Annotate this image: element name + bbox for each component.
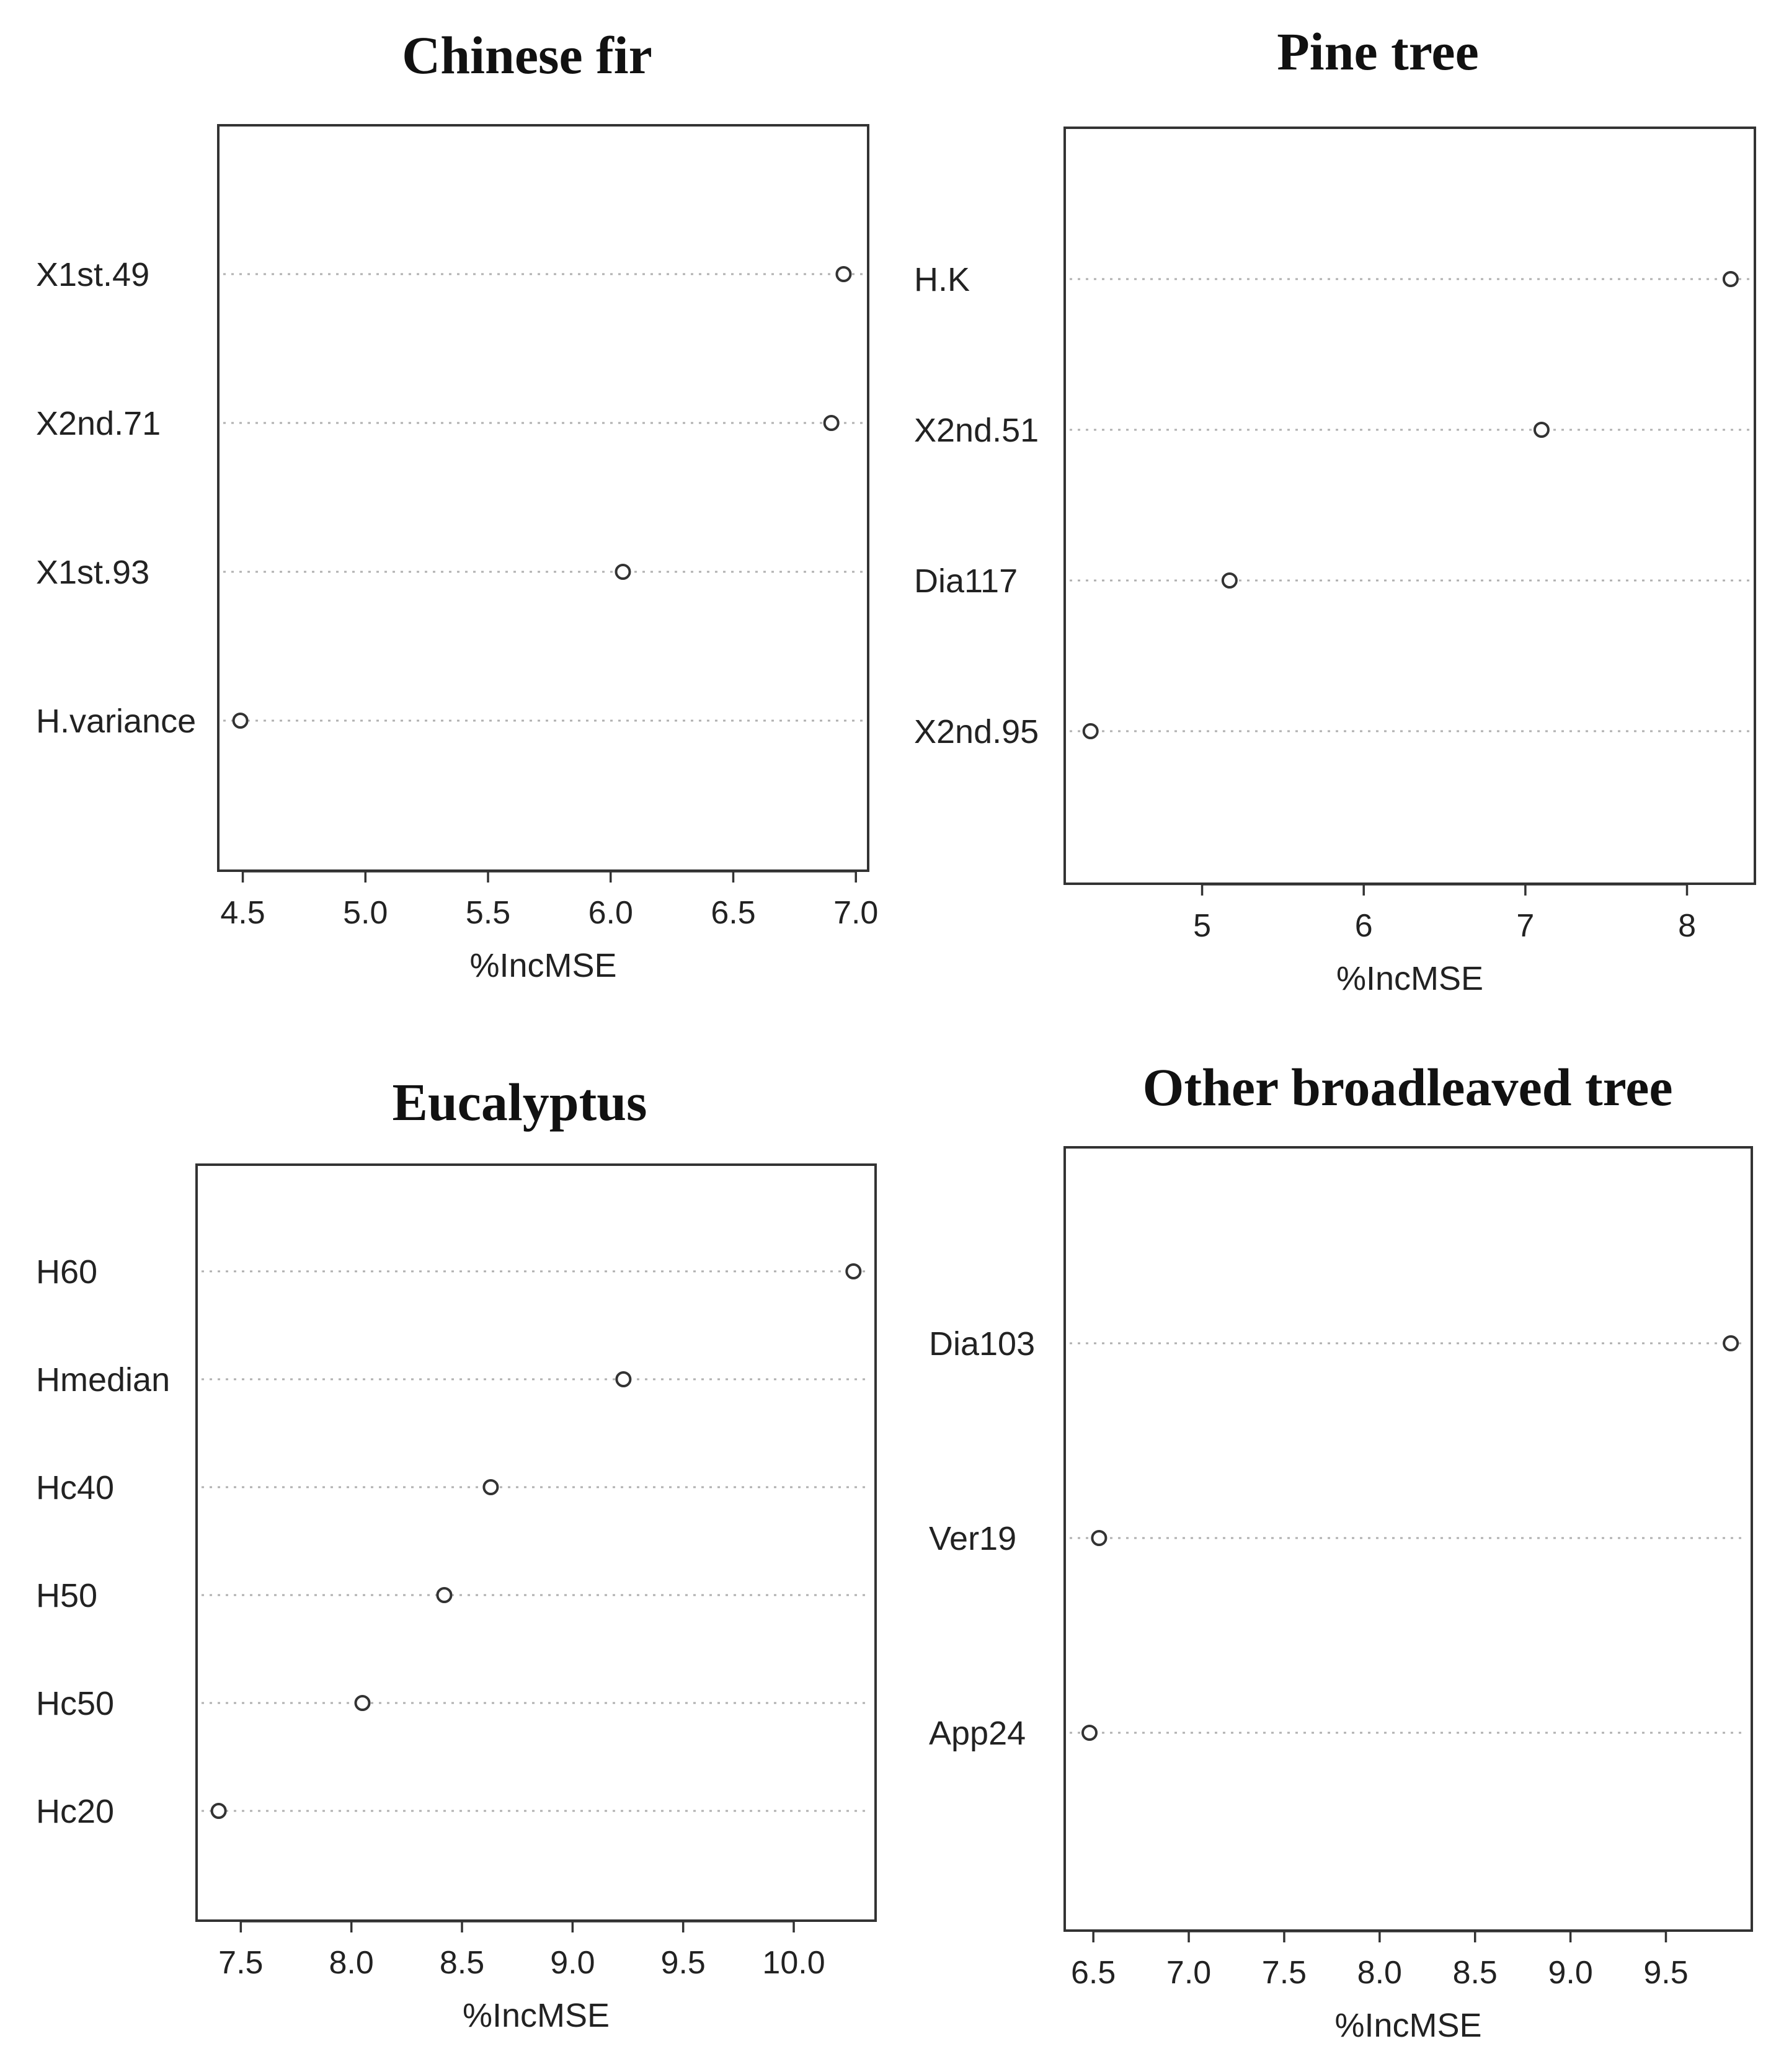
category-label: Dia117 [914,562,1018,600]
data-point [1083,1726,1096,1740]
category-label: Dia103 [929,1325,1036,1363]
x-tick-label: 6.0 [588,895,633,931]
data-point [356,1696,370,1710]
x-axis-label: %IncMSE [1334,2007,1482,2044]
data-point [1724,272,1738,286]
x-tick-label: 9.0 [550,1945,595,1981]
category-label: Hmedian [36,1361,171,1398]
x-tick-label: 9.5 [1643,1955,1689,1991]
x-tick-label: 8 [1678,908,1696,944]
x-axis-label: %IncMSE [1336,960,1484,997]
x-tick-label: 6.5 [1071,1955,1116,1991]
data-point [1084,724,1098,738]
category-label: H.variance [36,703,197,740]
x-tick-label: 10.0 [762,1945,825,1981]
chart-title: Other broadleaved tree [1142,1057,1673,1117]
data-point [484,1480,497,1494]
x-tick-label: 6 [1354,908,1373,944]
data-point [837,267,850,281]
data-point [1223,574,1236,587]
x-tick-label: 7.5 [218,1945,264,1981]
data-point [616,565,630,579]
category-label: X1st.49 [36,256,150,293]
x-tick-label: 7.0 [833,895,879,931]
x-tick-label: 7.0 [1166,1955,1212,1991]
x-tick-label: 6.5 [711,895,756,931]
chart-title: Chinese fir [402,25,652,85]
x-tick-label: 8.0 [1357,1955,1402,1991]
x-tick-label: 5 [1193,908,1212,944]
data-point [437,1588,451,1602]
category-label: X2nd.95 [914,713,1039,750]
category-label: X2nd.51 [914,412,1039,449]
x-tick-label: 5.5 [465,895,511,931]
category-label: H60 [36,1253,98,1291]
data-point [1535,423,1548,437]
chart-title: Pine tree [1277,22,1479,81]
category-label: X2nd.71 [36,405,161,442]
data-point [616,1372,630,1386]
data-point [234,714,247,727]
x-tick-label: 7.5 [1261,1955,1307,1991]
x-tick-label: 8.5 [1452,1955,1498,1991]
x-axis-label: %IncMSE [462,1997,610,2034]
category-label: X1st.93 [36,554,150,591]
x-tick-label: 4.5 [220,895,265,931]
x-tick-label: 8.0 [329,1945,374,1981]
x-tick-label: 9.5 [660,1945,706,1981]
x-tick-label: 5.0 [343,895,388,931]
chart-title: Eucalyptus [392,1072,647,1132]
x-tick-label: 9.0 [1548,1955,1593,1991]
x-tick-label: 8.5 [439,1945,485,1981]
category-label: App24 [929,1715,1026,1752]
data-point [846,1265,860,1278]
category-label: Hc20 [36,1793,115,1830]
category-label: Hc40 [36,1469,115,1506]
data-point [1724,1336,1738,1350]
data-point [1092,1531,1106,1545]
data-point [212,1804,226,1818]
category-label: H.K [914,261,970,298]
category-label: H50 [36,1577,98,1614]
category-label: Hc50 [36,1685,115,1722]
category-label: Ver19 [929,1520,1017,1557]
x-tick-label: 7 [1516,908,1535,944]
x-axis-label: %IncMSE [469,947,617,984]
data-point [825,416,838,430]
